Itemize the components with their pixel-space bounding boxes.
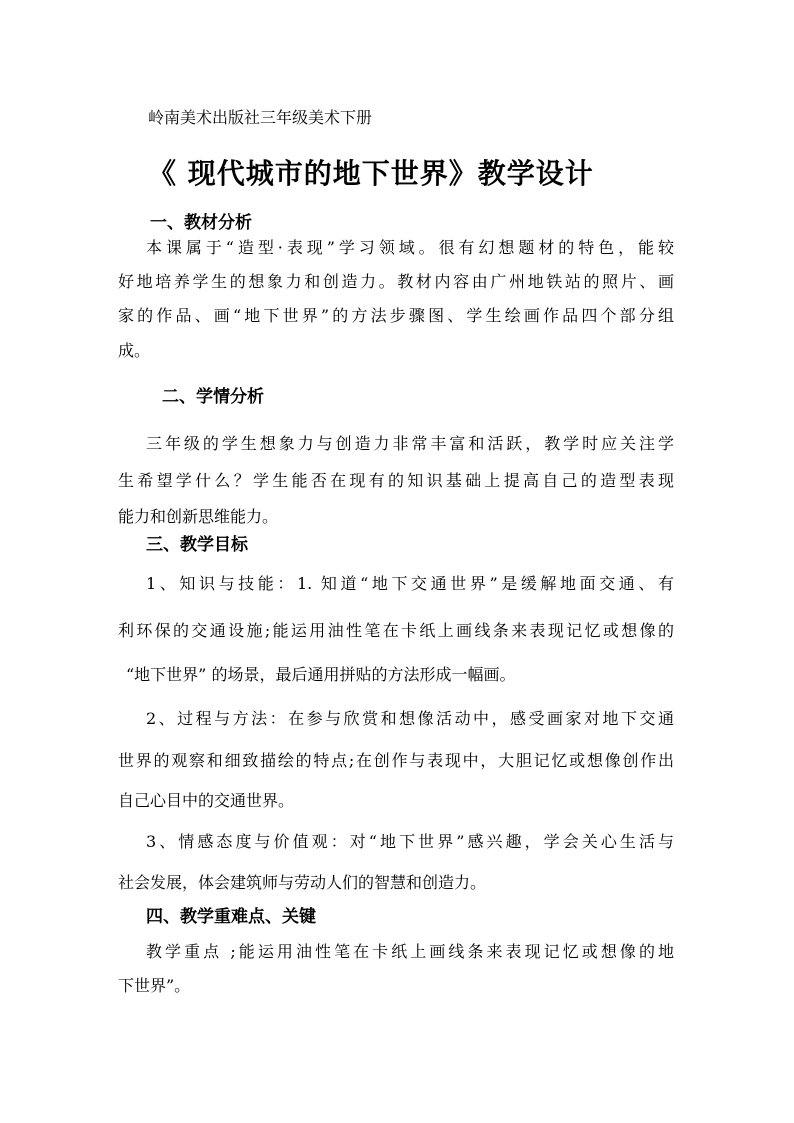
goal-line: 社会发展，体会建筑师与劳动人们的智慧和创造力。: [118, 873, 487, 892]
publisher-line: 岭南美术出版社三年级美术下册: [148, 108, 373, 127]
document-title: 《 现代城市的地下世界》教学设计: [148, 157, 594, 190]
paragraph-line: 本课属于“造型·表现”学习领域。很有幻想题材的特色，能较: [146, 238, 674, 257]
goal-line: 世界的观察和细致描绘的特点;在创作与表现中，大胆记忆或想像创作出: [118, 751, 674, 770]
paragraph-line: 能力和创新思维能力。: [118, 507, 279, 526]
section-heading-teaching-goals: 三、教学目标: [146, 535, 248, 555]
goal-line: 2、过程与方法：在参与欣赏和想像活动中，感受画家对地下交通: [146, 709, 674, 728]
paragraph-line: 生希望学什么？学生能否在现有的知识基础上提高自己的造型表现: [118, 471, 674, 490]
paragraph-line: 家的作品、画“地下世界”的方法步骤图、学生绘画作品四个部分组: [118, 306, 674, 325]
section-heading-textbook-analysis: 一、教材分析: [150, 213, 252, 233]
goal-line: 1、知识与技能：1. 知道“地下交通世界”是缓解地面交通、有: [146, 574, 674, 593]
goal-line: 3、情感态度与价值观：对“地下世界”感兴趣，学会关心生活与: [146, 832, 674, 851]
goal-line: 自己心目中的交通世界。: [118, 791, 295, 810]
goal-line: 利环保的交通设施;能运用油性笔在卡纸上画线条来表现记忆或想像的: [118, 621, 674, 640]
paragraph-line: 三年级的学生想象力与创造力非常丰富和活跃，教学时应关注学: [146, 434, 674, 453]
paragraph-line: 下世界”。: [118, 976, 191, 995]
goal-line: “地下世界” 的场景，最后通用拼贴的方法形成一幅画。: [126, 665, 516, 684]
paragraph-line: 好地培养学生的想象力和创造力。教材内容由广州地铁站的照片、画: [118, 272, 674, 291]
section-heading-key-points: 四、教学重难点、关键: [146, 907, 316, 927]
paragraph-line: 成。: [118, 341, 151, 360]
section-heading-student-analysis: 二、学情分析: [162, 387, 264, 407]
paragraph-line: 教学重点 ;能运用油性笔在卡纸上画线条来表现记忆或想像的地: [146, 942, 674, 961]
